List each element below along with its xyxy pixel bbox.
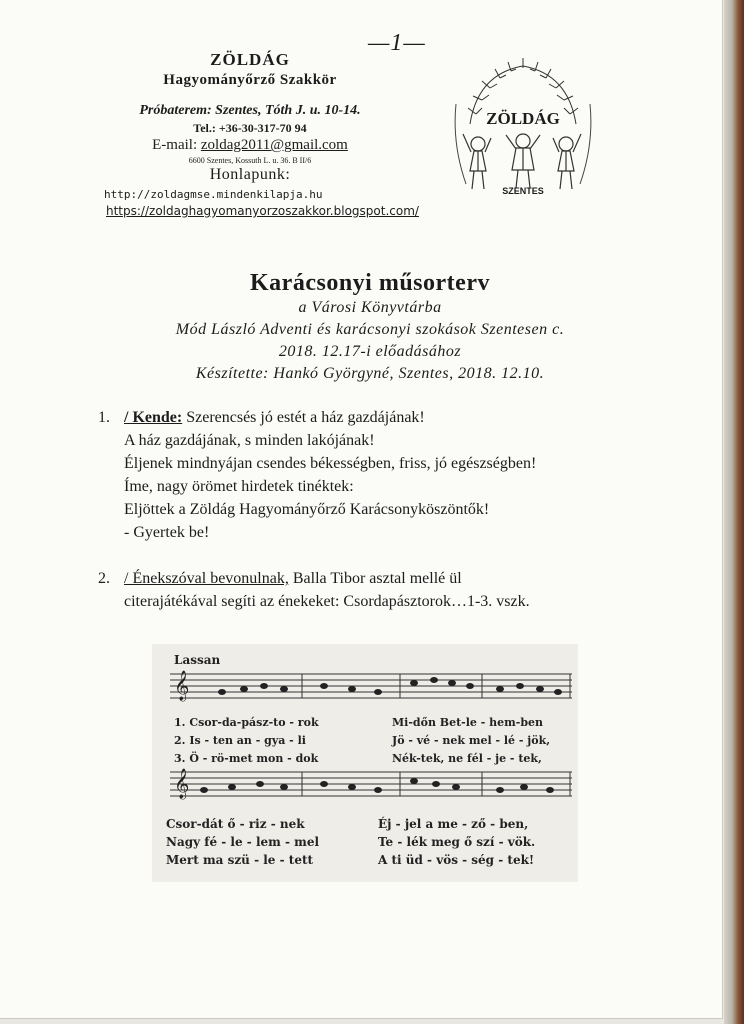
title-line-4: Készítette: Hankó Györgyné, Szentes, 2018. 12.10. <box>195 365 545 382</box>
page-number: —1— <box>368 30 426 56</box>
logo-place: SZENTES <box>502 186 544 196</box>
email-line <box>100 137 400 154</box>
verse-1-part-4: Éj - jel a me - ző - ben, <box>378 817 529 831</box>
staff-2-notes <box>200 778 554 793</box>
music-notation <box>152 644 578 882</box>
logo-title: ZÖLDÁG <box>486 109 560 128</box>
verse-1-part-2: Mi-dőn Bet-le - hem-ben <box>392 716 544 729</box>
item-line: A ház gazdájának, s minden lakójának! <box>124 432 375 449</box>
verse-3-part-1: 3. Ö - rö-met mon - dok <box>174 752 319 765</box>
rehearsal-address: Próbaterem: Szentes, Tóth J. u. 10-14. <box>139 103 361 118</box>
item-heading: / Énekszóval bevonulnak, <box>124 570 289 587</box>
item-number: 1. <box>98 409 110 426</box>
treble-clef-icon: 𝄞 <box>174 769 190 799</box>
verse-2-part-4: Te - lék meg ő szí - vök. <box>378 835 536 849</box>
item-heading: / Kende: <box>124 409 183 426</box>
phone-number: Tel.: +36-30-317-70 94 <box>193 121 307 135</box>
sheet-music-image <box>152 644 578 882</box>
tempo-marking: Lassan <box>174 653 221 667</box>
logo-drawing <box>448 44 598 204</box>
title-line-3: 2018. 12.17-i előadásához <box>278 343 462 360</box>
email-label: E-mail: <box>152 137 198 153</box>
item-line: citerajátékával segíti az énekeket: Csordapásztorok…1-3. vszk. <box>124 593 530 610</box>
item-first-line: Szerencsés jó estét a ház gazdájának! <box>182 409 425 426</box>
homepage-url-2[interactable]: https://zoldaghagyomanyorzoszakkor.blogspot.com/ <box>106 204 419 218</box>
treble-clef-icon: 𝄞 <box>174 671 190 701</box>
staff-1 <box>170 674 572 698</box>
verse-2-part-3: Nagy fé - le - lem - mel <box>166 835 320 849</box>
program-item-2 <box>98 567 668 613</box>
item-first-line: Balla Tibor asztal mellé ül <box>288 570 462 587</box>
verse-2-part-1: 2. Is - ten an - gya - li <box>174 734 306 747</box>
postal-address: 6600 Szentes, Kossuth L. u. 36. B II/6 <box>188 156 312 165</box>
verse-3-part-4: A ti üd - vös - ség - tek! <box>378 853 535 867</box>
verse-1-part-3: Csor-dát ő - riz - nek <box>166 817 305 831</box>
verse-2-part-2: Jö - vé - nek mel - lé - jök, <box>392 734 551 747</box>
club-name: Hagyományőrző Szakkör <box>163 72 337 88</box>
homepage-url-1[interactable]: http://zoldagmse.mindenkilapja.hu <box>104 188 323 201</box>
program-title: Karácsonyi műsorterv <box>250 270 490 296</box>
email-link[interactable]: zoldag2011@gmail.com <box>200 137 348 153</box>
program-item-1 <box>98 406 668 544</box>
homepage-label: Honlapunk: <box>209 166 291 183</box>
item-line: Eljöttek a Zöldág Hagyományőrző Karácsonyköszöntők! <box>124 501 490 518</box>
staff-2 <box>170 772 572 796</box>
item-line: Éljenek mindnyájan csendes békességben, friss, jó egészségben! <box>124 455 537 472</box>
program-title-block <box>120 270 620 385</box>
item-line: - Gyertek be! <box>124 524 210 541</box>
item-line: Íme, nagy örömet hirdetek tinéktek: <box>124 478 354 495</box>
page-edge <box>724 0 744 1024</box>
verse-3-part-3: Mert ma szü - le - tett <box>166 853 314 867</box>
title-line-1: a Városi Könyvtárba <box>298 299 442 316</box>
letterhead <box>100 50 419 218</box>
zoldag-logo <box>448 44 598 204</box>
title-line-2: Mód László Adventi és karácsonyi szokások Szentesen c. <box>175 321 565 338</box>
group-name: ZÖLDÁG <box>210 50 290 69</box>
verse-1-part-1: 1. Csor-da-pász-to - rok <box>174 716 319 729</box>
verse-3-part-2: Nék-tek, ne fél - je - tek, <box>392 752 542 765</box>
item-number: 2. <box>98 570 110 587</box>
